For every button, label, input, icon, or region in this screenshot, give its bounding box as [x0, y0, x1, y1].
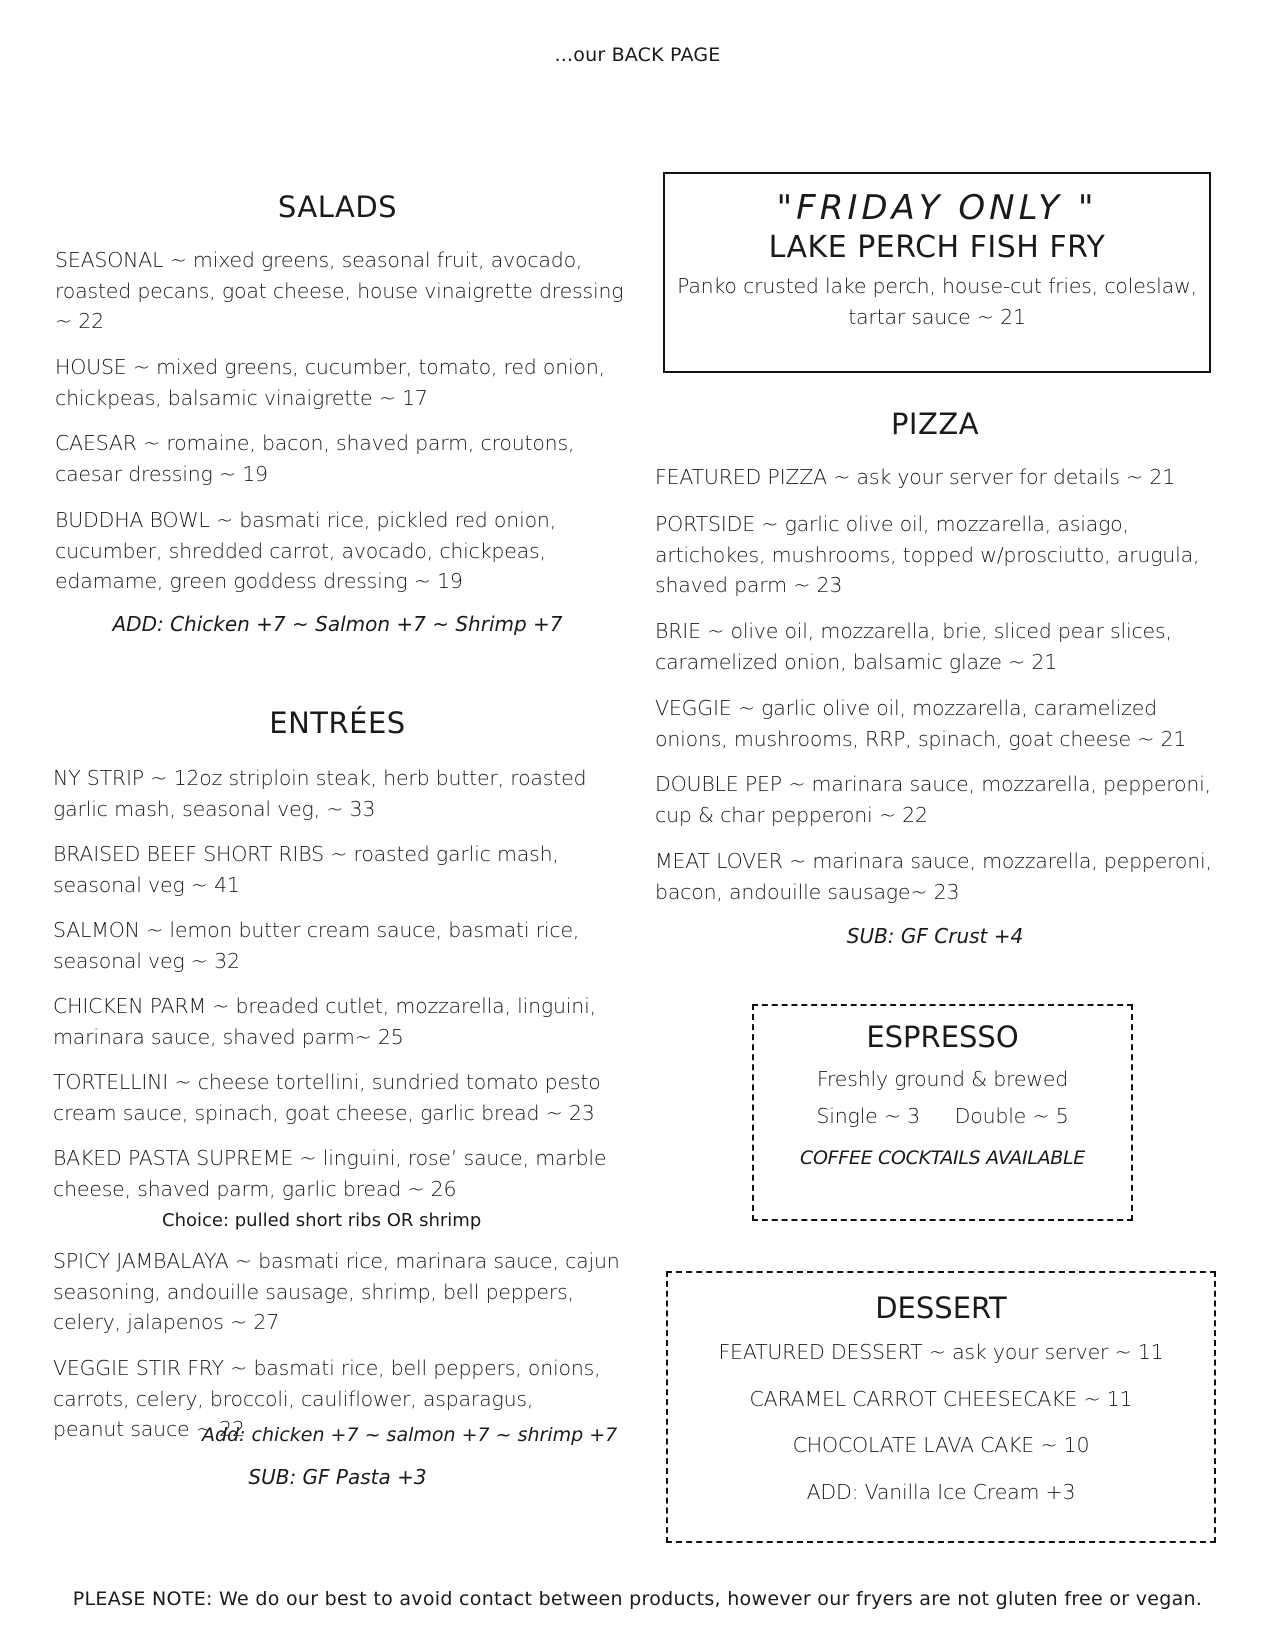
espresso-prices [754, 1101, 1131, 1132]
entree-sub-note: SUB: GF Pasta +3 [248, 1465, 427, 1489]
entree-choice-note: Choice: pulled short ribs OR shrimp [162, 1210, 482, 1231]
friday-special-description-2: tartar sauce ~ 21 [848, 304, 1026, 329]
salad-item: SEASONAL ~ mixed greens, seasonal fruit, avocado, roasted pecans, goat cheese, house vinaigrette dressing ~ 22 [55, 248, 624, 333]
coffee-cocktails-note: COFFEE COCKTAILS AVAILABLE [800, 1147, 1085, 1169]
entree-item: SPICY JAMBALAYA ~ basmati rice, marinara sauce, cajun seasoning, andouille sausage, shrimp, bell peppers, celery, jalapenos ~ 27 [53, 1249, 620, 1334]
entree-item: BRAISED BEEF SHORT RIBS ~ roasted garlic mash, seasonal veg ~ 41 [53, 842, 559, 897]
entree-item: BAKED PASTA SUPREME ~ linguini, rose’ sauce, marble cheese, shaved parm, garlic bread ~ 26 [53, 1146, 607, 1201]
espresso-double-price: Double ~ 5 [954, 1103, 1069, 1128]
espresso-description: Freshly ground & brewed [816, 1067, 1069, 1091]
salad-item: CAESAR ~ romaine, bacon, shaved parm, croutons, caesar dressing ~ 19 [55, 431, 575, 486]
entree-item: VEGGIE STIR FRY ~ basmati rice, bell peppers, onions, carrots, celery, broccoli, cauliflower, asparagus, peanut sauce ~ 22 [53, 1356, 601, 1441]
entree-add-note: Add: chicken +7 ~ salmon +7 ~ shrimp +7 [202, 1424, 618, 1446]
pizza-heading: PIZZA [890, 407, 980, 441]
entree-item: CHICKEN PARM ~ breaded cutlet, mozzarella, linguini, marinara sauce, shaved parm~ 25 [53, 994, 596, 1049]
pizza-item: FEATURED PIZZA ~ ask your server for details ~ 21 [655, 465, 1176, 489]
entree-item: SALMON ~ lemon butter cream sauce, basmati rice, seasonal veg ~ 32 [53, 918, 580, 973]
pizza-item: MEAT LOVER ~ marinara sauce, mozzarella, pepperoni, bacon, andouille sausage~ 23 [655, 849, 1212, 904]
entrees-heading: ENTRÉES [269, 706, 406, 740]
dessert-box [666, 1271, 1216, 1543]
espresso-heading: ESPRESSO [866, 1020, 1019, 1054]
dessert-item: CHOCOLATE LAVA CAKE ~ 10 [792, 1433, 1090, 1457]
allergen-footer-note: PLEASE NOTE: We do our best to avoid contact between products, however our fryers are not gluten free or vegan. [72, 1588, 1203, 1610]
salad-item: HOUSE ~ mixed greens, cucumber, tomato, red onion, chickpeas, balsamic vinaigrette ~ 17 [55, 355, 605, 410]
salad-item: BUDDHA BOWL ~ basmati rice, pickled red onion, cucumber, shredded carrot, avocado, chickpeas, edamame, green goddess dressing ~ 19 [55, 508, 557, 593]
espresso-box [752, 1004, 1133, 1221]
pizza-item: PORTSIDE ~ garlic olive oil, mozzarella, asiago, artichokes, mushrooms, topped w/prosciutto, arugula, shaved parm ~ 23 [655, 512, 1200, 597]
espresso-single-price: Single ~ 3 [816, 1103, 920, 1128]
friday-special-name: LAKE PERCH FISH FRY [768, 230, 1106, 265]
dessert-item: FEATURED DESSERT ~ ask your server ~ 11 [718, 1340, 1164, 1364]
pizza-item: BRIE ~ olive oil, mozzarella, brie, sliced pear slices, caramelized onion, balsamic glaze ~ 21 [655, 619, 1172, 674]
salad-add-note: ADD: Chicken +7 ~ Salmon +7 ~ Shrimp +7 [112, 612, 563, 636]
friday-special-description-1: Panko crusted lake perch, house-cut fries, coleslaw, [677, 274, 1197, 298]
dessert-item: CARAMEL CARROT CHEESECAKE ~ 11 [749, 1386, 1133, 1411]
page-header: ...our BACK PAGE [554, 44, 721, 66]
entree-item: NY STRIP ~ 12oz striploin steak, herb butter, roasted garlic mash, seasonal veg, ~ 33 [53, 766, 587, 821]
entree-item: TORTELLINI ~ cheese tortellini, sundried tomato pesto cream sauce, spinach, goat cheese, garlic bread ~ 23 [53, 1070, 601, 1125]
dessert-heading: DESSERT [875, 1291, 1007, 1325]
dessert-add-note: ADD: Vanilla Ice Cream +3 [806, 1479, 1076, 1504]
pizza-item: VEGGIE ~ garlic olive oil, mozzarella, caramelized onions, mushrooms, RRP, spinach, goat cheese ~ 21 [655, 696, 1187, 751]
friday-only-title: "FRIDAY ONLY " [776, 188, 1098, 228]
pizza-item: DOUBLE PEP ~ marinara sauce, mozzarella, pepperoni, cup & char pepperoni ~ 22 [655, 772, 1211, 827]
friday-special-box [663, 172, 1211, 373]
pizza-sub-note: SUB: GF Crust +4 [846, 924, 1024, 948]
salads-heading: SALADS [277, 190, 398, 224]
